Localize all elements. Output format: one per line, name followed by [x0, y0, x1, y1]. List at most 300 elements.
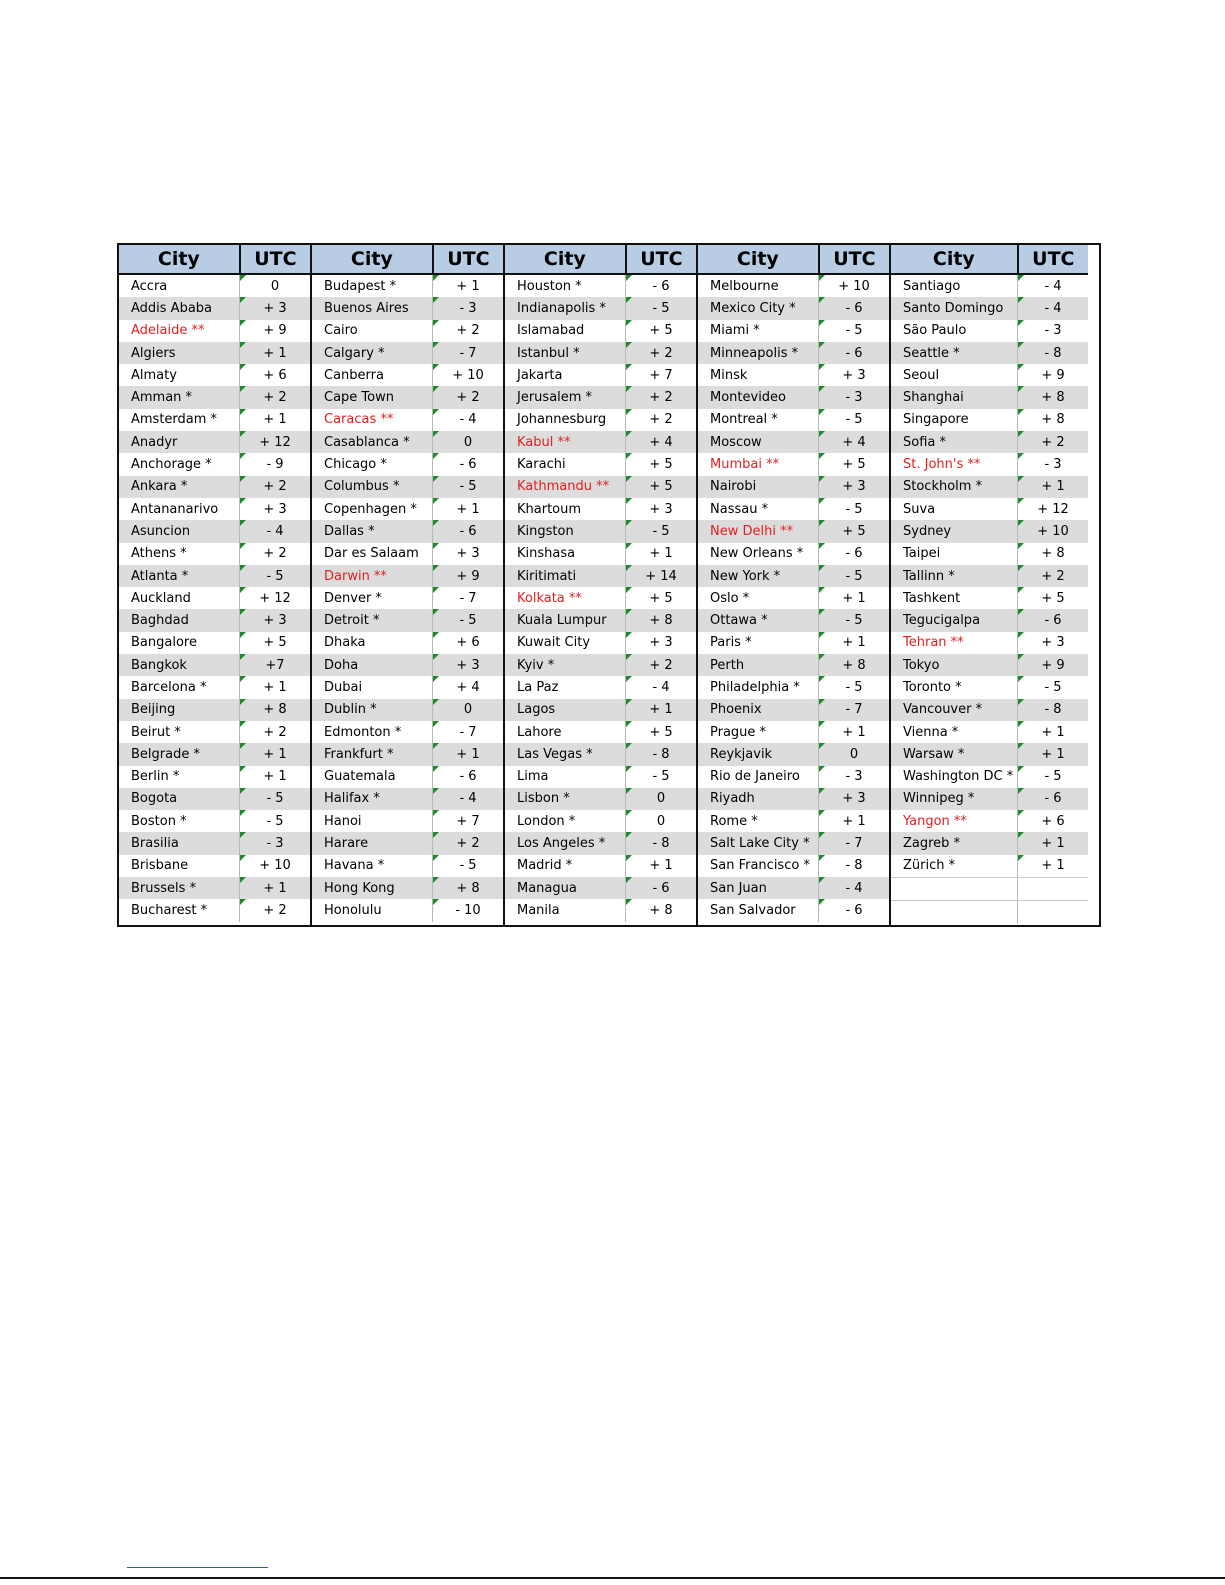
city-cell: Copenhagen * — [312, 498, 433, 520]
table-row — [505, 877, 696, 899]
city-cell: Karachi — [505, 453, 626, 475]
table-row — [119, 476, 310, 498]
table-row — [698, 676, 889, 698]
city-cell: Khartoum — [505, 498, 626, 520]
city-cell: Seattle * — [891, 342, 1018, 364]
city-cell: Montevideo — [698, 386, 819, 408]
utc-offset-cell: + 8 — [626, 609, 696, 631]
utc-offset-cell: + 5 — [240, 632, 310, 654]
city-cell: Suva — [891, 498, 1018, 520]
city-cell: Buenos Aires — [312, 297, 433, 319]
city-cell: Belgrade * — [119, 743, 240, 765]
utc-offset-cell: + 3 — [240, 609, 310, 631]
city-column-header: City — [312, 245, 434, 273]
utc-offset-cell: + 1 — [819, 632, 889, 654]
table-row — [891, 609, 1088, 631]
city-cell: Santo Domingo — [891, 297, 1018, 319]
table-row — [119, 788, 310, 810]
utc-offset-cell: + 1 — [1018, 855, 1088, 877]
table-row — [698, 520, 889, 542]
table-row — [505, 342, 696, 364]
table-row — [891, 498, 1088, 520]
utc-offset-cell: - 4 — [433, 409, 503, 431]
table-row — [119, 632, 310, 654]
city-cell: Yangon ** — [891, 810, 1018, 832]
table-row — [698, 788, 889, 810]
table-row — [505, 654, 696, 676]
city-column-header: City — [119, 245, 241, 273]
utc-offset-cell: + 5 — [626, 587, 696, 609]
utc-offset-cell: - 5 — [1018, 766, 1088, 788]
city-cell: Amman * — [119, 386, 240, 408]
empty-row — [891, 900, 1088, 923]
city-cell — [891, 901, 1018, 923]
city-cell: Caracas ** — [312, 409, 433, 431]
utc-offset-cell: + 3 — [819, 364, 889, 386]
table-row — [891, 342, 1088, 364]
table-row — [505, 721, 696, 743]
utc-offset-cell: + 1 — [433, 275, 503, 297]
city-cell: Paris * — [698, 632, 819, 654]
table-row — [119, 743, 310, 765]
table-row — [698, 743, 889, 765]
table-row — [119, 342, 310, 364]
utc-offset-cell: - 6 — [819, 342, 889, 364]
table-row — [891, 855, 1088, 877]
table-row — [312, 587, 503, 609]
table-row — [505, 275, 696, 297]
city-cell: Cairo — [312, 320, 433, 342]
table-row — [119, 766, 310, 788]
utc-offset-cell: + 12 — [240, 431, 310, 453]
table-row — [505, 632, 696, 654]
city-cell: Johannesburg — [505, 409, 626, 431]
city-cell: Vancouver * — [891, 699, 1018, 721]
utc-offset-cell: - 3 — [1018, 320, 1088, 342]
city-cell: Detroit * — [312, 609, 433, 631]
city-cell: Havana * — [312, 855, 433, 877]
city-cell: Kathmandu ** — [505, 476, 626, 498]
utc-offset-cell: + 2 — [240, 476, 310, 498]
table-row — [312, 609, 503, 631]
table-row — [119, 297, 310, 319]
table-row — [698, 476, 889, 498]
city-cell: Stockholm * — [891, 476, 1018, 498]
city-cell: Tokyo — [891, 654, 1018, 676]
utc-offset-cell: - 6 — [819, 543, 889, 565]
utc-offset-cell: + 3 — [240, 297, 310, 319]
table-row — [312, 453, 503, 475]
table-row — [505, 565, 696, 587]
table-row — [119, 520, 310, 542]
utc-offset-cell: - 4 — [819, 877, 889, 899]
table-row — [891, 431, 1088, 453]
city-cell: Manila — [505, 899, 626, 921]
utc-offset-cell: + 7 — [626, 364, 696, 386]
utc-offset-cell: + 10 — [433, 364, 503, 386]
utc-offset-cell: + 6 — [240, 364, 310, 386]
city-cell: Madrid * — [505, 855, 626, 877]
city-cell: Reykjavik — [698, 743, 819, 765]
city-cell: Berlin * — [119, 766, 240, 788]
city-cell: Mumbai ** — [698, 453, 819, 475]
table-row — [312, 899, 503, 921]
table-row — [891, 386, 1088, 408]
table-row — [119, 275, 310, 297]
utc-offset-cell: - 7 — [433, 721, 503, 743]
city-cell: Kuwait City — [505, 632, 626, 654]
city-cell: Harare — [312, 832, 433, 854]
utc-offset-cell: - 8 — [626, 743, 696, 765]
table-row — [312, 743, 503, 765]
utc-offset-cell: + 7 — [433, 810, 503, 832]
table-row — [119, 676, 310, 698]
utc-offset-cell: + 9 — [1018, 654, 1088, 676]
city-cell: Lahore — [505, 721, 626, 743]
utc-offset-cell: - 5 — [819, 498, 889, 520]
city-cell: Sydney — [891, 520, 1018, 542]
utc-offset-cell: - 3 — [433, 297, 503, 319]
table-row — [891, 543, 1088, 565]
utc-offset-cell: - 4 — [626, 676, 696, 698]
table-row — [891, 721, 1088, 743]
city-cell: Kolkata ** — [505, 587, 626, 609]
city-cell: Addis Ababa — [119, 297, 240, 319]
utc-offset-cell: - 10 — [433, 899, 503, 921]
table-row — [698, 364, 889, 386]
city-cell: Nairobi — [698, 476, 819, 498]
city-cell: Istanbul * — [505, 342, 626, 364]
utc-offset-cell: - 7 — [433, 342, 503, 364]
table-row — [312, 654, 503, 676]
table-row — [312, 342, 503, 364]
table-row — [312, 699, 503, 721]
utc-offset-cell: + 8 — [1018, 409, 1088, 431]
utc-offset-cell: - 4 — [240, 520, 310, 542]
table-row — [891, 275, 1088, 297]
city-cell: Auckland — [119, 587, 240, 609]
page-bottom-rule — [0, 1577, 1225, 1579]
utc-offset-cell: - 6 — [626, 877, 696, 899]
table-row — [312, 386, 503, 408]
table-row — [698, 766, 889, 788]
utc-offset-cell: + 14 — [626, 565, 696, 587]
table-row — [891, 409, 1088, 431]
city-cell: Dallas * — [312, 520, 433, 542]
table-row — [312, 855, 503, 877]
table-row — [505, 320, 696, 342]
table-row — [891, 320, 1088, 342]
utc-offset-cell: - 6 — [819, 297, 889, 319]
city-cell: New Orleans * — [698, 543, 819, 565]
table-row — [891, 810, 1088, 832]
header-row — [119, 245, 310, 275]
city-cell: Doha — [312, 654, 433, 676]
city-cell: Salt Lake City * — [698, 832, 819, 854]
utc-offset-cell: + 1 — [1018, 832, 1088, 854]
utc-offset-cell: + 1 — [1018, 721, 1088, 743]
table-row — [119, 877, 310, 899]
table-row — [505, 743, 696, 765]
utc-offset-cell: + 1 — [1018, 476, 1088, 498]
utc-offset-cell: + 2 — [626, 409, 696, 431]
utc-offset-cell: + 1 — [240, 676, 310, 698]
city-cell: Anchorage * — [119, 453, 240, 475]
city-cell: Vienna * — [891, 721, 1018, 743]
utc-offset-cell: + 6 — [433, 632, 503, 654]
utc-offset-cell: - 3 — [819, 386, 889, 408]
utc-offset-cell: - 5 — [819, 676, 889, 698]
table-row — [505, 476, 696, 498]
table-row — [119, 364, 310, 386]
table-row — [891, 699, 1088, 721]
city-cell: Asuncion — [119, 520, 240, 542]
table-row — [119, 409, 310, 431]
city-cell: Adelaide ** — [119, 320, 240, 342]
table-row — [119, 810, 310, 832]
table-row — [698, 565, 889, 587]
table-row — [698, 877, 889, 899]
city-cell: La Paz — [505, 676, 626, 698]
utc-offset-cell: + 1 — [433, 498, 503, 520]
city-cell: Almaty — [119, 364, 240, 386]
city-cell: Chicago * — [312, 453, 433, 475]
city-column-header: City — [891, 245, 1019, 273]
city-cell: London * — [505, 810, 626, 832]
table-row — [119, 386, 310, 408]
utc-offset-cell: - 5 — [1018, 676, 1088, 698]
city-cell: Bangalore — [119, 632, 240, 654]
table-row — [312, 721, 503, 743]
utc-offset-cell: 0 — [819, 743, 889, 765]
table-row — [505, 810, 696, 832]
table-row — [891, 676, 1088, 698]
city-cell: Amsterdam * — [119, 409, 240, 431]
utc-offset-cell: 0 — [240, 275, 310, 297]
utc-offset-cell: + 8 — [626, 899, 696, 921]
table-row — [312, 788, 503, 810]
city-cell: Dubai — [312, 676, 433, 698]
utc-offset-cell: + 12 — [1018, 498, 1088, 520]
utc-offset-cell: + 1 — [626, 543, 696, 565]
table-row — [312, 766, 503, 788]
utc-offset-cell: - 5 — [626, 766, 696, 788]
table-row — [119, 498, 310, 520]
city-cell: Columbus * — [312, 476, 433, 498]
table-row — [698, 810, 889, 832]
city-cell: Moscow — [698, 431, 819, 453]
city-cell: Ottawa * — [698, 609, 819, 631]
utc-offset-cell: - 4 — [433, 788, 503, 810]
table-row — [312, 498, 503, 520]
city-cell: Edmonton * — [312, 721, 433, 743]
table-row — [312, 676, 503, 698]
table-row — [698, 431, 889, 453]
utc-offset-cell: - 5 — [433, 609, 503, 631]
utc-offset-cell: + 12 — [240, 587, 310, 609]
table-row — [891, 520, 1088, 542]
utc-offset-cell: - 6 — [626, 275, 696, 297]
column-group-5 — [889, 245, 1088, 925]
utc-offset-cell: + 2 — [433, 832, 503, 854]
utc-offset-cell: + 1 — [626, 699, 696, 721]
city-cell: Brisbane — [119, 855, 240, 877]
city-cell: St. John's ** — [891, 453, 1018, 475]
city-cell: Minsk — [698, 364, 819, 386]
table-row — [891, 654, 1088, 676]
utc-offset-cell: - 5 — [626, 297, 696, 319]
utc-offset-cell: - 6 — [433, 453, 503, 475]
city-cell: Baghdad — [119, 609, 240, 631]
utc-offset-cell: + 1 — [626, 855, 696, 877]
city-cell: Hong Kong — [312, 877, 433, 899]
city-cell: Canberra — [312, 364, 433, 386]
utc-offset-cell: + 1 — [1018, 743, 1088, 765]
table-row — [698, 632, 889, 654]
table-row — [698, 899, 889, 921]
utc-offset-cell: - 6 — [1018, 788, 1088, 810]
city-cell: Sofia * — [891, 431, 1018, 453]
city-cell: Tehran ** — [891, 632, 1018, 654]
city-cell: Cape Town — [312, 386, 433, 408]
utc-offset-cell: + 4 — [433, 676, 503, 698]
utc-offset-cell: + 2 — [1018, 565, 1088, 587]
city-cell: Kabul ** — [505, 431, 626, 453]
city-cell: Lima — [505, 766, 626, 788]
utc-offset-cell: + 10 — [1018, 520, 1088, 542]
city-cell: Darwin ** — [312, 565, 433, 587]
table-row — [119, 855, 310, 877]
city-cell: Taipei — [891, 543, 1018, 565]
table-row — [312, 832, 503, 854]
city-cell: Zagreb * — [891, 832, 1018, 854]
city-cell: Miami * — [698, 320, 819, 342]
header-row — [891, 245, 1088, 275]
city-cell: Beirut * — [119, 721, 240, 743]
city-cell: Guatemala — [312, 766, 433, 788]
table-row — [505, 766, 696, 788]
city-cell: Honolulu — [312, 899, 433, 921]
city-cell: Anadyr — [119, 431, 240, 453]
table-row — [698, 275, 889, 297]
utc-offset-cell: - 5 — [240, 810, 310, 832]
city-cell: Rome * — [698, 810, 819, 832]
utc-offset-cell: + 8 — [1018, 543, 1088, 565]
city-cell: Santiago — [891, 275, 1018, 297]
utc-offset-cell: - 6 — [433, 520, 503, 542]
utc-offset-cell: + 2 — [433, 386, 503, 408]
utc-offset-cell: - 8 — [1018, 342, 1088, 364]
utc-offset-cell: + 3 — [819, 476, 889, 498]
table-row — [891, 743, 1088, 765]
table-row — [891, 632, 1088, 654]
table-row — [698, 587, 889, 609]
city-cell: Brussels * — [119, 877, 240, 899]
table-row — [505, 453, 696, 475]
table-row — [891, 565, 1088, 587]
table-row — [698, 699, 889, 721]
city-cell: Tegucigalpa — [891, 609, 1018, 631]
utc-offset-cell: - 5 — [626, 520, 696, 542]
utc-offset-cell: + 2 — [240, 721, 310, 743]
city-cell: Bangkok — [119, 654, 240, 676]
city-cell: Jakarta — [505, 364, 626, 386]
city-cell: Calgary * — [312, 342, 433, 364]
table-row — [312, 320, 503, 342]
utc-offset-cell: - 9 — [240, 453, 310, 475]
city-cell — [891, 878, 1018, 900]
table-row — [312, 543, 503, 565]
city-cell: Shanghai — [891, 386, 1018, 408]
city-column-header: City — [698, 245, 820, 273]
table-row — [505, 676, 696, 698]
table-row — [698, 320, 889, 342]
city-cell: Nassau * — [698, 498, 819, 520]
table-row — [698, 721, 889, 743]
city-cell: Athens * — [119, 543, 240, 565]
table-row — [698, 832, 889, 854]
table-row — [312, 810, 503, 832]
table-row — [698, 855, 889, 877]
utc-column-header: UTC — [254, 248, 297, 270]
table-row — [312, 364, 503, 386]
table-row — [505, 409, 696, 431]
city-cell: Accra — [119, 275, 240, 297]
table-row — [312, 431, 503, 453]
utc-offset-cell: + 2 — [626, 386, 696, 408]
utc-offset-cell: + 9 — [240, 320, 310, 342]
table-row — [505, 543, 696, 565]
table-row — [312, 275, 503, 297]
city-cell: New York * — [698, 565, 819, 587]
city-cell: Seoul — [891, 364, 1018, 386]
city-cell: Antananarivo — [119, 498, 240, 520]
table-row — [891, 453, 1088, 475]
utc-offset-cell: + 1 — [819, 587, 889, 609]
utc-offset-cell: + 2 — [433, 320, 503, 342]
utc-offset-cell: + 1 — [240, 743, 310, 765]
utc-offset-cell: - 3 — [1018, 453, 1088, 475]
utc-offset-cell: 0 — [433, 699, 503, 721]
utc-offset-cell: - 8 — [626, 832, 696, 854]
utc-offset-cell — [1018, 901, 1088, 923]
utc-offset-cell: + 5 — [819, 520, 889, 542]
utc-offset-cell: + 2 — [240, 899, 310, 921]
table-row — [505, 699, 696, 721]
utc-offset-cell: + 2 — [240, 543, 310, 565]
table-row — [119, 832, 310, 854]
city-cell: Bogota — [119, 788, 240, 810]
table-row — [891, 788, 1088, 810]
city-cell: Frankfurt * — [312, 743, 433, 765]
utc-offset-cell: - 3 — [819, 766, 889, 788]
city-cell: Warsaw * — [891, 743, 1018, 765]
utc-offset-cell: - 7 — [433, 587, 503, 609]
city-cell: Prague * — [698, 721, 819, 743]
city-cell: Oslo * — [698, 587, 819, 609]
city-cell: Kinshasa — [505, 543, 626, 565]
table-row — [505, 788, 696, 810]
city-cell: Phoenix — [698, 699, 819, 721]
city-cell: Brasilia — [119, 832, 240, 854]
city-cell: Zürich * — [891, 855, 1018, 877]
utc-offset-cell: + 3 — [240, 498, 310, 520]
table-row — [312, 476, 503, 498]
utc-offset-cell: - 5 — [240, 565, 310, 587]
utc-offset-cell: - 5 — [433, 855, 503, 877]
city-cell: Barcelona * — [119, 676, 240, 698]
city-cell: San Francisco * — [698, 855, 819, 877]
